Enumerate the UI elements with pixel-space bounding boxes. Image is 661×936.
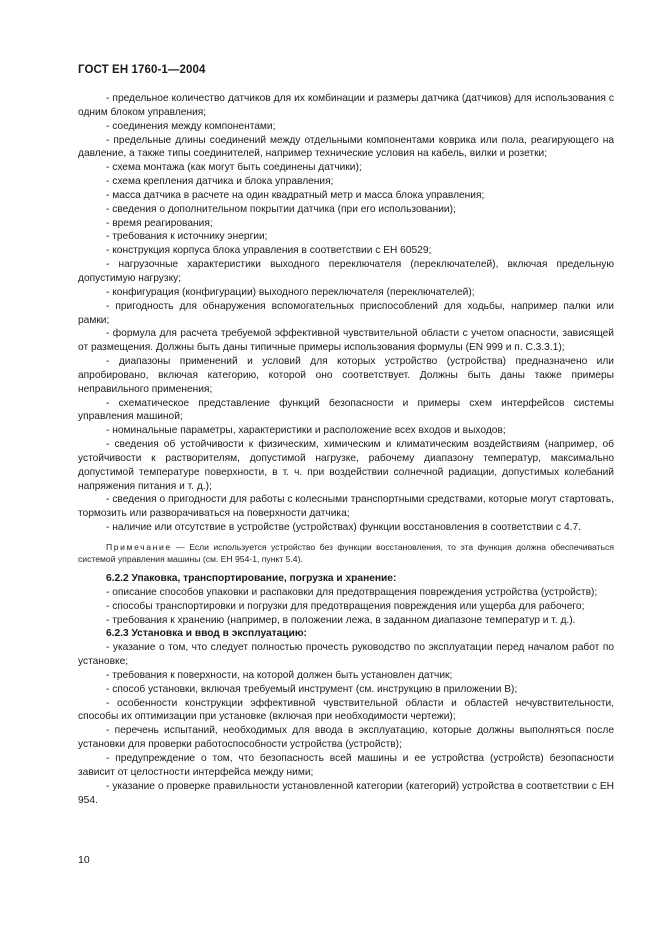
list-item: - способы транспортировки и погрузки для предотвращения повреждения или ущерба для рабочего; — [106, 600, 585, 612]
list-item: - соединения между компонентами; — [106, 120, 276, 132]
note-text: — Если используется устройство без функции восстановления, то эта функция должна обеспечиваться системой управления машины (см. ЕН 954-1, пункт 5.4). — [78, 542, 614, 564]
list-item: - указание о том, что следует полностью прочесть руководство по эксплуатации перед началом работ по установке; — [78, 642, 614, 668]
list-item: - предупреждение о том, что безопасность всей машины и ее устройства (устройств) безопасности зависит от целостности интерфейса между ними; — [78, 752, 614, 778]
list-item: - требования к источнику энергии; — [106, 231, 268, 243]
list-item: - сведения об устойчивости к физическим, химическим и климатическим воздействиям (например, об устойчивости к растворителям, допустимой нагрузке, рабочему диапазону температур, максимально допустимой температуре поверхности, в т. ч. при воздействии солнечной радиации, допустимых колебаний напряжения питания и т. д.); — [78, 439, 614, 492]
list-item: - особенности конструкции эффективной чувствительной области и областей нечувствительности, способы их оптимизации при установке (включая при необходимости чертежи); — [78, 697, 614, 723]
requirements-list — [78, 92, 614, 535]
list-item: - сведения о пригодности для работы с колесными транспортными средствами, которые могут стартовать, тормозить или разворачиваться на поверхности датчика; — [78, 494, 614, 520]
list-item: - схематическое представление функций безопасности и примеры схем интерфейсов системы управления машиной; — [78, 397, 614, 423]
list-item: - формула для расчета требуемой эффективной чувствительной области с учетом опасности, зависящей от размещения. Должны быть даны типичные примеры использования формулы (ЕN 999 и п. С.3.3.1); — [78, 328, 614, 354]
note — [78, 541, 614, 565]
list-item: - время реагирования; — [106, 217, 213, 229]
list-item: - указание о проверке правильности установленной категории (категорий) устройства в соответствии с ЕН 954. — [78, 780, 614, 806]
note-label: Примечание — [106, 542, 172, 552]
list-item: - требования к поверхности, на которой должен быть установлен датчик; — [106, 669, 453, 681]
list-item: - диапазоны применений и условий для которых устройство (устройства) предназначено или апробировано, включая категорию, которой оно соответствует. Должны быть даны также примеры неправильного применения; — [78, 356, 614, 395]
list-item: - конструкция корпуса блока управления в соответствии с ЕН 60529; — [106, 245, 432, 257]
list-item: - схема крепления датчика и блока управления; — [106, 176, 334, 188]
list-item: - перечень испытаний, необходимых для ввода в эксплуатацию, которые должны выполняться после установки для проверки работоспособности устройства (устройств); — [78, 725, 614, 751]
list-item: - способ установки, включая требуемый инструмент (см. инструкцию в приложении В); — [106, 683, 518, 695]
list-item: - масса датчика в расчете на один квадратный метр и масса блока управления; — [106, 189, 485, 201]
list-item: - пригодность для обнаружения вспомогательных приспособлений для ходьбы, например палки или рамки; — [78, 300, 614, 326]
document-header: ГОСТ ЕН 1760-1—2004 — [78, 64, 206, 76]
page-content — [78, 92, 614, 807]
list-item: - требования к хранению (например, в положении лежа, в заданном диапазоне температур и т. д.). — [106, 614, 576, 626]
list-item: - конфигурация (конфигурации) выходного переключателя (переключателей); — [106, 286, 475, 298]
section-heading-6-2-3: 6.2.3 Установка и ввод в эксплуатацию: — [106, 628, 307, 640]
page-number: 10 — [78, 854, 90, 866]
section-heading-6-2-2: 6.2.2 Упаковка, транспортирование, погрузка и хранение: — [106, 573, 397, 584]
list-item: - наличие или отсутствие в устройстве (устройствах) функции восстановления в соответствии с 4.7. — [106, 522, 581, 534]
list-item: - схема монтажа (как могут быть соединены датчики); — [106, 162, 362, 174]
list-item: - описание способов упаковки и распаковки для предотвращения повреждения устройства (устройств); — [106, 586, 598, 598]
list-item: - сведения о дополнительном покрытии датчика (при его использовании); — [106, 203, 456, 215]
list-item: - предельное количество датчиков для их комбинации и размеры датчика (датчиков) для использования с одним блоком управления; — [78, 93, 614, 118]
list-item: - номинальные параметры, характеристики и расположение всех входов и выходов; — [106, 425, 506, 437]
list-item: - предельные длины соединений между отдельными компонентами коврика или пола, реагирующего на давление, а также типы соединителей, например технические условия на кабель, вилки и розетки; — [78, 134, 614, 160]
list-item: - нагрузочные характеристики выходного переключателя (переключателей), включая предельную допустимую нагрузку; — [78, 259, 614, 284]
